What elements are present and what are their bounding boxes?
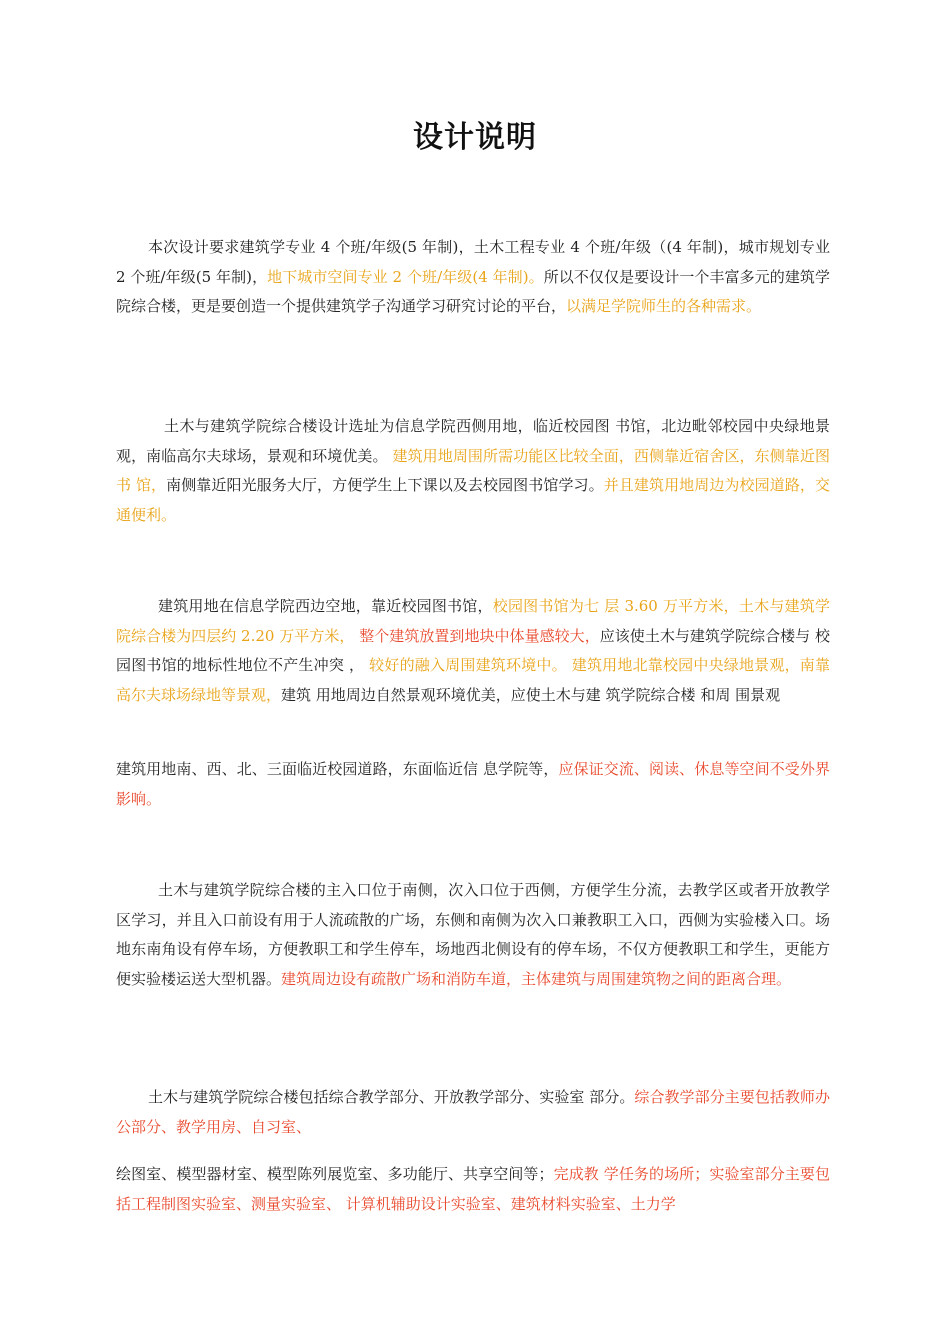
text-segment: 建筑用地在信息学院西边空地，靠近校园图书馆，: [158, 597, 493, 615]
text-segment: 土木与建筑学院综合楼包括综合教学部分、开放教学部分、实验室 部分。: [148, 1088, 635, 1106]
paragraph-5: [116, 876, 830, 994]
text-segment: 应该使土木与建筑学院综合楼与 校园图书馆的地标性地位不产生冲突 ，: [116, 626, 830, 674]
text-segment: 建筑用地南、西、北、三面临近校园道路，东面临近信 息学院等，: [116, 760, 559, 778]
highlight-segment: 建筑用地周围所需功能区比较全面，西侧靠近宿舍区，东侧靠近图书 馆，: [116, 446, 830, 494]
highlight-segment: 完成教 学任务的场所；实验室部分主要包括工程制图实验室、测量实验室、 计算机辅助设计实验室、建筑材料实验室、土力学: [116, 1165, 830, 1213]
highlight-segment: 应保证交流、阅读、休息等空间不受外界影响。: [116, 760, 830, 808]
highlight-segment: 整个建筑放置到地块中体量感较大，: [354, 626, 600, 645]
highlight-segment: 以满足学院师生的各种需求。: [566, 297, 762, 315]
text-segment: 南侧靠近阳光服务大厅，方便学生上下课以及去校园图书馆学习。: [166, 476, 604, 494]
highlight-segment: 较好的融入周围建筑环境中。 建筑用地北靠校园中央绿地景观，南靠高尔夫球场绿地等景观，: [116, 656, 830, 704]
text-segment: 土木与建筑学院综合楼设计选址为信息学院西侧用地，临近校园图 书馆，北边毗邻校园中央绿地景观，南临高尔夫球场，景观和环境优美。: [116, 417, 830, 465]
paragraph-4: [116, 755, 830, 814]
highlight-segment: 建筑周边设有疏散广场和消防车道，主体建筑与周围建筑物之间的距离合理。: [281, 969, 792, 988]
text-segment: 土木与建筑学院综合楼的主入口位于南侧，次入口位于西侧，方便学生分流，去教学区或者开放教学区学习，并且入口前设有用于人流疏散的广场，东侧和南侧为次入口兼教职工入口，西侧为实验楼入口。场地东南角设有停车场，方便教职工和学生停车，场地西北侧设有的停车场，不仅方便教职工和学生，更能方便实验楼运送大型机器。: [116, 881, 830, 988]
paragraph-3: [116, 592, 830, 710]
text-segment: 所以不仅仅是要设计一个丰富多元的建筑学院综合楼，更是要创造一个提供建筑学子沟通学习研究讨论的平台，: [116, 267, 830, 315]
paragraph-6: [116, 1083, 830, 1142]
highlight-segment: 综合教学部分主要包括教师办公部分、教学用房、自习室、: [116, 1088, 830, 1136]
highlight-segment: 并且建筑用地周边为校园道路，交通便利。: [116, 476, 830, 524]
text-segment: 建筑 用地周边自然景观环境优美，应使土木与建 筑学院综合楼 和周 围景观: [281, 685, 781, 704]
paragraph-7: [116, 1160, 830, 1219]
text-segment: 本次设计要求建筑学专业 4 个班/年级(5 年制)，土木工程专业 4 个班/年级（(4 年制)，城市规划专业 2 个班/年级(5 年制)，: [116, 238, 830, 286]
highlight-segment: 校园图书馆为七 层 3.60 万平方米，土木与建筑学院综合楼为四层约 2.20 万平方米，: [116, 597, 830, 645]
highlight-segment: 地下城市空间专业 2 个班/年级(4 年制)。: [267, 267, 544, 286]
page-title: 设计说明: [413, 120, 537, 155]
text-segment: 绘图室、模型器材室、模型陈列展览室、多功能厅、共享空间等；: [116, 1165, 554, 1183]
paragraph-2: [116, 412, 830, 530]
paragraph-1: [116, 233, 830, 322]
